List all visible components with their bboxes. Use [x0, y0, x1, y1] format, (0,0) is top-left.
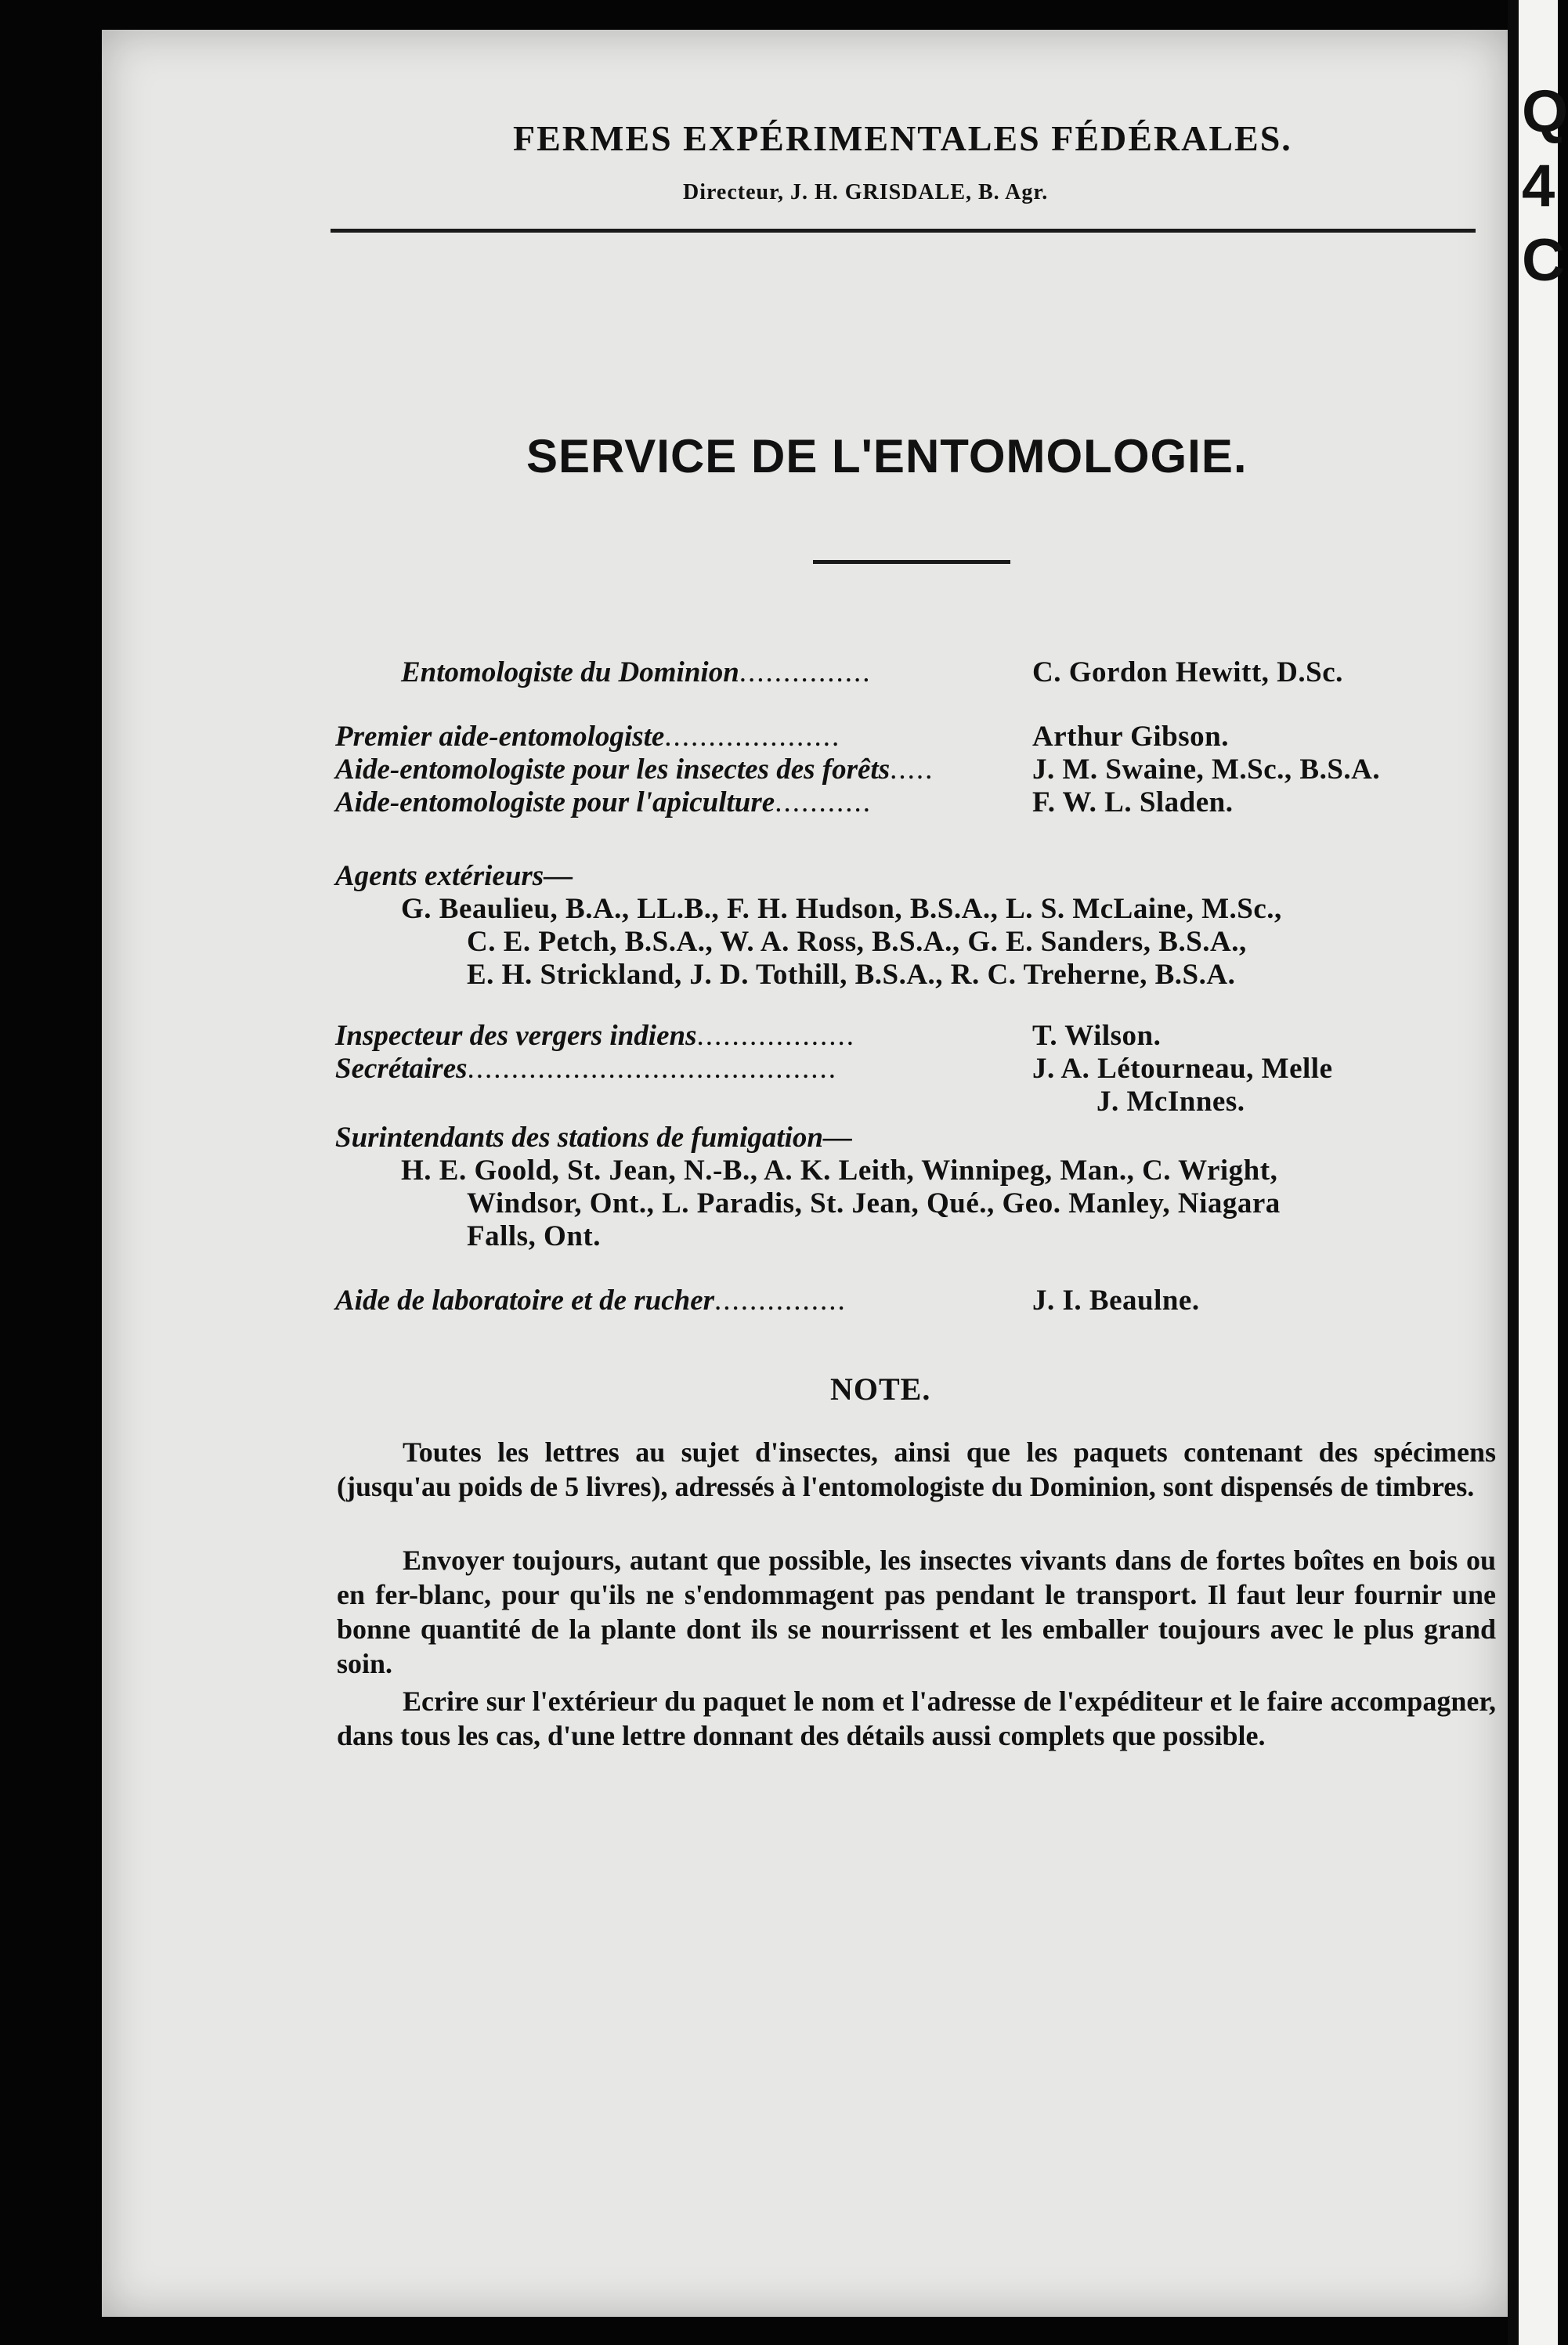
fumigation-line: Windsor, Ont., L. Paradis, St. Jean, Qué., Geo. Manley, Niagara: [467, 1187, 1281, 1219]
agents-line: G. Beaulieu, B.A., LL.B., F. H. Hudson, B.S.A., L. S. McLaine, M.Sc.,: [401, 893, 1282, 925]
margin-mark: Q: [1522, 78, 1568, 145]
margin-mark: C: [1522, 227, 1565, 294]
title-rule: [813, 560, 1010, 564]
staff-apiculture: Aide-entomologiste pour l'apiculture...........: [335, 786, 872, 818]
inspecteur: Inspecteur des vergers indiens..................: [335, 1020, 855, 1052]
agents-heading: Agents extérieurs—: [335, 860, 573, 892]
secretaires-name: J. A. Létourneau, Melle: [1032, 1053, 1333, 1085]
fumigation-line: H. E. Goold, St. Jean, N.-B., A. K. Leith, Winnipeg, Man., C. Wright,: [401, 1154, 1278, 1187]
note-paragraph: Ecrire sur l'extérieur du paquet le nom et l'adresse de l'expéditeur et le faire accompagner, dans tous les cas, d'une lettre donnant des détails aussi complets que possible.: [337, 1686, 1496, 1751]
agents-line: E. H. Strickland, J. D. Tothill, B.S.A., R. C. Treherne, B.S.A.: [467, 959, 1236, 991]
note-paragraph: Toutes les lettres au sujet d'insectes, ainsi que les paquets contenant des spécimens (jusqu'au poids de 5 livres), adressés à l'entomologiste du Dominion, sont dispensés de timbres.: [337, 1436, 1496, 1502]
agents-line: C. E. Petch, B.S.A., W. A. Ross, B.S.A., G. E. Sanders, B.S.A.,: [467, 926, 1247, 958]
laboratoire: Aide de laboratoire et de rucher...............: [335, 1285, 847, 1317]
header-title: FERMES EXPÉRIMENTALES FÉDÉRALES.: [513, 118, 1292, 158]
note-paragraph: Envoyer toujours, autant que possible, les insectes vivants dans de fortes boîtes en bois ou en fer-blanc, pour qu'ils ne s'endommagent pas pendant le transport. Il faut leur fournir une bonne quantité de la plante dont ils se nourrissent et les emballer toujours avec le plus grand soin.: [337, 1545, 1496, 1679]
staff-forets: Aide-entomologiste pour les insectes des forêts.....: [335, 753, 934, 786]
secretaires-name-2: J. McInnes.: [1097, 1086, 1245, 1118]
inspecteur-name: T. Wilson.: [1032, 1020, 1162, 1052]
fumigation-heading: Surintendants des stations de fumigation—: [335, 1122, 853, 1154]
binding-edge: [1508, 0, 1519, 2345]
staff-dominion: Entomologiste du Dominion...............: [401, 656, 872, 688]
binding-margin: [1508, 0, 1568, 2345]
fumigation-line: Falls, Ont.: [467, 1220, 601, 1252]
margin-mark: 4: [1522, 153, 1555, 219]
staff-premier: Premier aide-entomologiste....................: [335, 721, 841, 753]
header-director: Directeur, J. H. GRISDALE, B. Agr.: [683, 180, 1049, 204]
service-title: SERVICE DE L'ENTOMOLOGIE.: [526, 430, 1248, 482]
header-rule: [331, 229, 1476, 233]
secretaires: Secrétaires..........................................: [335, 1053, 838, 1085]
staff-apiculture-name: F. W. L. Sladen.: [1032, 786, 1234, 818]
staff-dominion-name: C. Gordon Hewitt, D.Sc.: [1032, 656, 1343, 688]
note-title: NOTE.: [830, 1371, 931, 1407]
staff-premier-name: Arthur Gibson.: [1032, 721, 1229, 753]
laboratoire-name: J. I. Beaulne.: [1032, 1285, 1200, 1317]
staff-forets-name: J. M. Swaine, M.Sc., B.S.A.: [1032, 753, 1381, 786]
